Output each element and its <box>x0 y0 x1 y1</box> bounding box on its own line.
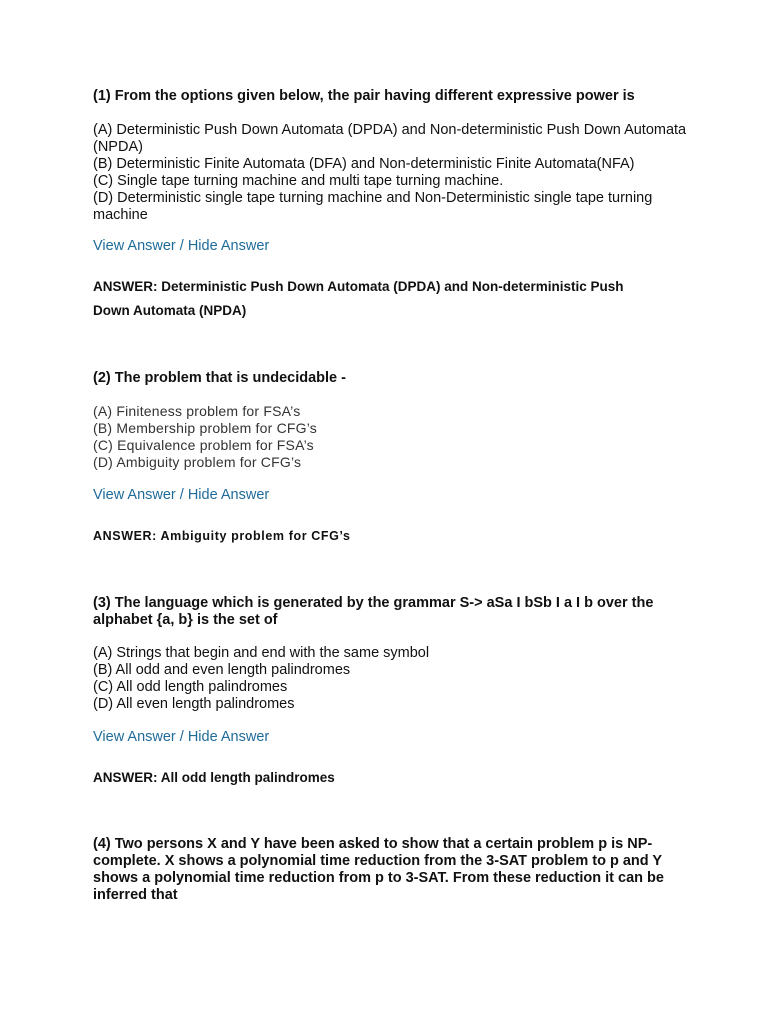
question-3-options <box>93 645 693 713</box>
question-2-option-d: (D) Ambiguity problem for CFG’s <box>93 454 302 470</box>
question-3-answer: ANSWER: All odd length palindromes <box>93 770 335 785</box>
question-2-option-a: (A) Finiteness problem for FSA’s <box>93 403 301 419</box>
question-3-option-c: (C) All odd length palindromes <box>93 679 288 695</box>
question-3-title: (3) The language which is generated by the grammar S-> aSa I bSb I a I b over the alphabet {a, b} is the set of <box>93 595 654 628</box>
question-2-title: (2) The problem that is undecidable - <box>93 370 346 386</box>
question-3-option-b: (B) All odd and even length palindromes <box>93 662 351 678</box>
question-2-option-b: (B) Membership problem for CFG’s <box>93 420 317 436</box>
question-1-title: (1) From the options given below, the pair having different expressive power is <box>93 88 635 104</box>
question-3-option-a: (A) Strings that begin and end with the same symbol <box>93 645 430 661</box>
question-2-answer: ANSWER: Ambiguity problem for CFG’s <box>93 529 351 543</box>
question-1-view-answer-link[interactable]: View Answer / Hide Answer <box>93 238 270 254</box>
question-1-option-a: (A) Deterministic Push Down Automata (DPDA) and Non-deterministic Push Down Automata (NPDA) <box>93 122 687 155</box>
question-1-answer: ANSWER: Deterministic Push Down Automata (DPDA) and Non-deterministic Push Down Automata (NPDA) <box>93 279 624 318</box>
question-2-options <box>93 403 693 471</box>
question-1-option-b: (B) Deterministic Finite Automata (DFA) and Non-deterministic Finite Automata(NFA) <box>93 156 635 172</box>
question-1-option-d: (D) Deterministic single tape turning machine and Non-Deterministic single tape turning machine <box>93 190 653 223</box>
question-2-view-answer-link[interactable]: View Answer / Hide Answer <box>93 487 270 503</box>
question-4-title: (4) Two persons X and Y have been asked to show that a certain problem p is NP-complete. X shows a polynomial time reduction from the 3-SAT problem to p and Y shows a polynomial time reduction from p to 3-SAT. From these reduction it can be inferred that <box>93 836 664 903</box>
question-1-option-c: (C) Single tape turning machine and multi tape turning machine. <box>93 173 504 189</box>
question-2-option-c: (C) Equivalence problem for FSA’s <box>93 437 314 453</box>
question-1-options <box>93 122 693 224</box>
question-3-option-d: (D) All even length palindromes <box>93 696 295 712</box>
question-3-view-answer-link[interactable]: View Answer / Hide Answer <box>93 729 270 745</box>
